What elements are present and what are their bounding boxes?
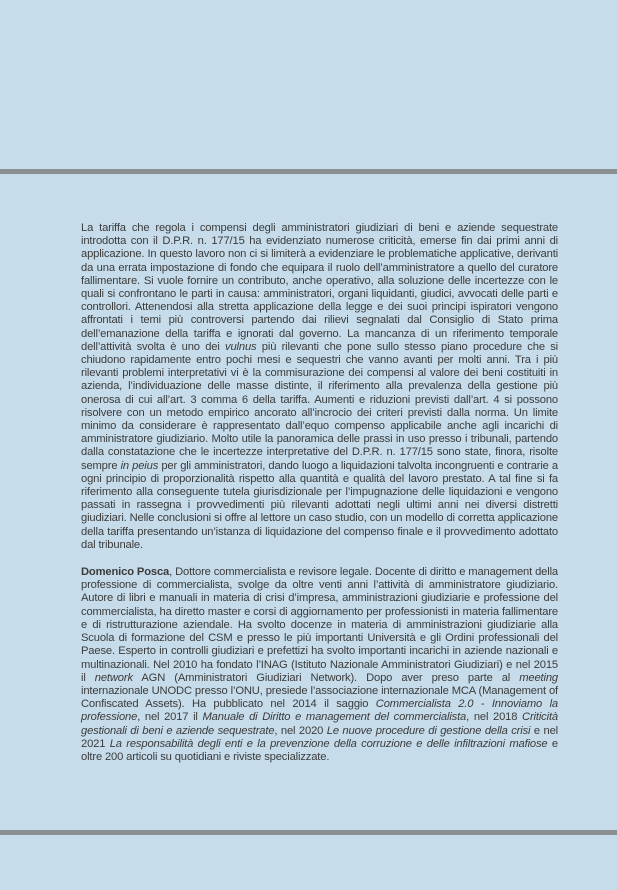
italic-text-run: Le nuove procedure di gestione della crisi [326, 724, 531, 737]
author-bio-text [81, 566, 558, 763]
italic-text-run: in peius [120, 459, 159, 472]
text-run: , Dottore commercialista e revisore legale. Docente di diritto e management della professione di commercialista, svolge da oltre venti anni l’attività di amministratore giudiziario. Autore di libri e manuali in materia di crisi d’impresa, amministrazioni giudiziarie e professione del commercialista, ha diretto master e corsi di aggiornamento per professionisti in materia fallimentare e di ristrutturazione aziendale. Ha svolto docenze in materia di amministrazioni giudiziarie alla Scuola di formazione del CSM e presso le più importanti Università e gli Ordini professionali del Paese. Esperto in controlli giudiziari e prefettizi ha svolto importanti incarichi in aziende nazionali e multinazionali. Nel 2010 ha fondato l’INAG (Istituto Nazionale Amministratori Giudiziari) e nel 2015 il [81, 566, 558, 684]
italic-text-run: La responsabilità degli enti e la prevenzione della corruzione e delle infiltrazioni mafiose [109, 737, 548, 750]
italic-text-run: meeting [519, 671, 558, 684]
text-run: e oltre 200 articoli su quotidiani e riviste specializzate. [81, 737, 559, 763]
text-run: internazionale UNODC presso l’ONU, presiede l’associazione internazionale MCA (Management of Confiscated Assets). Ha pubblicato nel 2014 il saggio [81, 684, 558, 711]
italic-text-run: vulnus [225, 340, 257, 353]
top-divider [0, 169, 617, 174]
text-run: La tariffa che regola i compensi degli amministratori giudiziari di beni e aziende sequestrate introdotta con il D.P.R. n. 177/15 ha evidenziato numerose criticità, emerse fin dai primi anni di applicazione. In questo lavoro non ci si limiterà a evidenziare le problematiche applicative, derivanti da una errata impostazione di fondo che equipara il ruolo dell’amministratore a quello del curatore fallimentare. Si vuole fornire un contributo, anche operativo, alla soluzione delle incertezze con le quali si confrontano le parti in causa: amministratori, organi liquidanti, giudici, avvocati delle parti e controllori. Attenendosi alla stretta applicazione della legge e dei suoi principi ispiratori vengono affrontati i temi più controversi partendo dai rilievi segnalati dal Consiglio di Stato prima dell’emanazione della tariffa e ignorati dal governo. La mancanza di un riferimento temporale dell’attività svolta è uno dei [81, 222, 558, 353]
italic-text-run: Commercialista 2.0 - Innoviamo la professione [81, 698, 558, 724]
back-cover-text [81, 222, 558, 764]
text-run: più rilevanti che pone sullo stesso piano procedure che si chiudono rapidamente entro pochi mesi e sequestri che vanno avanti per molti anni. Tra i più rilevanti problemi interpretativi vi è la commisurazione dei compensi al valore dei beni costituiti in azienda, l’individuazione delle masse distinte, il riferimento alla prevalenza della gestione più onerosa di cui all’art. 3 comma 6 della tariffa. Aumenti e riduzioni previsti dall’art. 4 si possono risolvere con un metodo empirico ancorato all’incrocio dei criteri previsti dalla norma. Un limite minimo da considerare è rappresentato dall’equo compenso applicabile anche agli incarichi di amministratore giudiziario. Molto utile la panoramica delle prassi in uso presso i tribunali, partendo dalla constatazione che le incertezze interpretative del D.P.R. n. 177/15 sono state, finora, risolte sempre [81, 340, 558, 472]
italic-text-run: Manuale di Diritto e management del commercialista [202, 711, 467, 724]
text-run: , nel 2017 il [137, 711, 203, 724]
bottom-divider [0, 830, 617, 835]
text-run: AGN (Amministratori Giudiziari Network). Dopo aver preso parte al [132, 671, 520, 684]
text-run: per gli amministratori, dando luogo a liquidazioni talvolta incongruenti e contrarie a ogni principio di proporzionalità rispetto alla quantità e qualità del lavoro prestato. A tal fine si fa riferimento alla conseguente tutela giurisdizionale per l’impugnazione delle liquidazioni e vengono passati in rassegna i provvedimenti più rilevanti adottati negli ultimi anni nei diversi distretti giudiziari. Nelle conclusioni si offre al lettore un caso studio, con un modello di corretta applicazione della tariffa presentando un’istanza di liquidazione del compenso finale e il provvedimento adottato dal tribunale. [81, 459, 558, 551]
author-bio-paragraph [81, 566, 558, 764]
text-run: e nel 2021 [81, 724, 558, 750]
italic-text-run: network [94, 671, 133, 684]
italic-text-run: Criticità gestionali di beni e aziende sequestrate [81, 711, 558, 737]
text-run: , nel 2018 [466, 711, 523, 724]
abstract-paragraph [81, 222, 558, 552]
author-name: Domenico Posca [81, 566, 170, 579]
text-run: , nel 2020 [274, 724, 327, 737]
